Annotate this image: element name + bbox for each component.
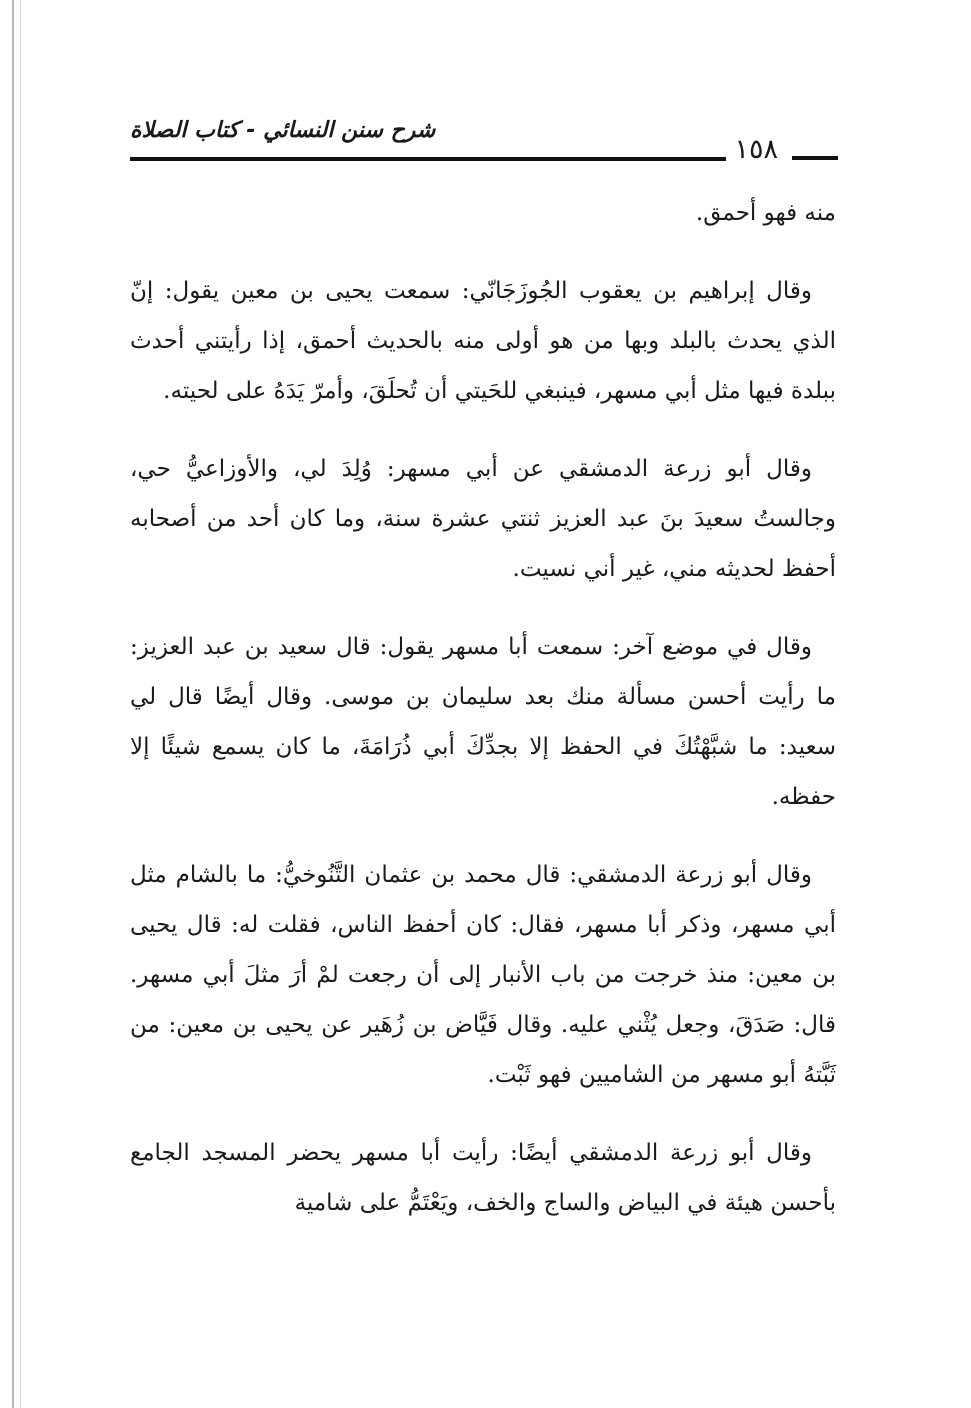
paragraph-jawzajani: وقال إبراهيم بن يعقوب الجُوزَجَانّي: سمعت يحيى بن معين يقول: إنّ الذي يحدث بالبلد وبها من هو أولى منه بالحديث أحمق، إذا رأيتني أحدث ببلدة فيها مثل أبي مسهر، فينبغي للحَيتي أن تُحلَقَ، وأمرّ يَدَهُ على لحيته. — [130, 278, 836, 404]
body-text — [130, 188, 836, 1256]
page-number: ١٥٨ — [734, 134, 778, 165]
paragraph-another-place: وقال في موضع آخر: سمعت أبا مسهر يقول: قال سعيد بن عبد العزيز: ما رأيت أحسن مسألة منك بعد سليمان بن موسى. وقال أيضًا قال لي سعيد: ما شبَّهْتُكَ في الحفظ إلا بجدِّكَ أبي ذُرَامَةَ، ما كان يسمع شيئًا إلا حفظه. — [130, 634, 836, 810]
paragraph-abu-zura-1: وقال أبو زرعة الدمشقي عن أبي مسهر: وُلِدَ لي، والأوزاعيُّ حي، وجالستُ سعيدَ بنَ عبد العزيز ثنتي عشرة سنة، وما كان أحد من أصحابه أحفظ لحديثه مني، غير أني نسيت. — [130, 456, 836, 582]
running-title: شرح سنن النسائي - كتاب الصلاة — [130, 118, 436, 143]
paragraph-tanukhi: وقال أبو زرعة الدمشقي: قال محمد بن عثمان التَّنُوخيُّ: ما بالشام مثل أبي مسهر، وذكر أبا مسهر، فقال: كان أحفظ الناس، فقلت له: قال يحيى بن معين: منذ خرجت من باب الأنبار إلى أن رجعت لمْ أرَ مثلَ أبي مسهر. قال: صَدَقَ، وجعل يُثْني عليه. وقال فَيَّاض بن زُهَير عن يحيى بن معين: من ثَبَّتهُ أبو مسهر من الشاميين فهو ثَبْت. — [130, 862, 836, 1088]
page-number-dash — [792, 156, 838, 160]
header-rule — [130, 157, 726, 161]
paragraph-abu-zura-2: وقال أبو زرعة الدمشقي أيضًا: رأيت أبا مسهر يحضر المسجد الجامع بأحسن هيئة في البياض والساج والخف، ويَعْتَمُّ على شامية — [130, 1140, 836, 1216]
binding-edge-line-inner — [20, 0, 21, 1408]
binding-edge-line — [12, 0, 14, 1408]
page-header — [130, 118, 838, 178]
paragraph-continuation: منه فهو أحمق. — [695, 200, 836, 226]
